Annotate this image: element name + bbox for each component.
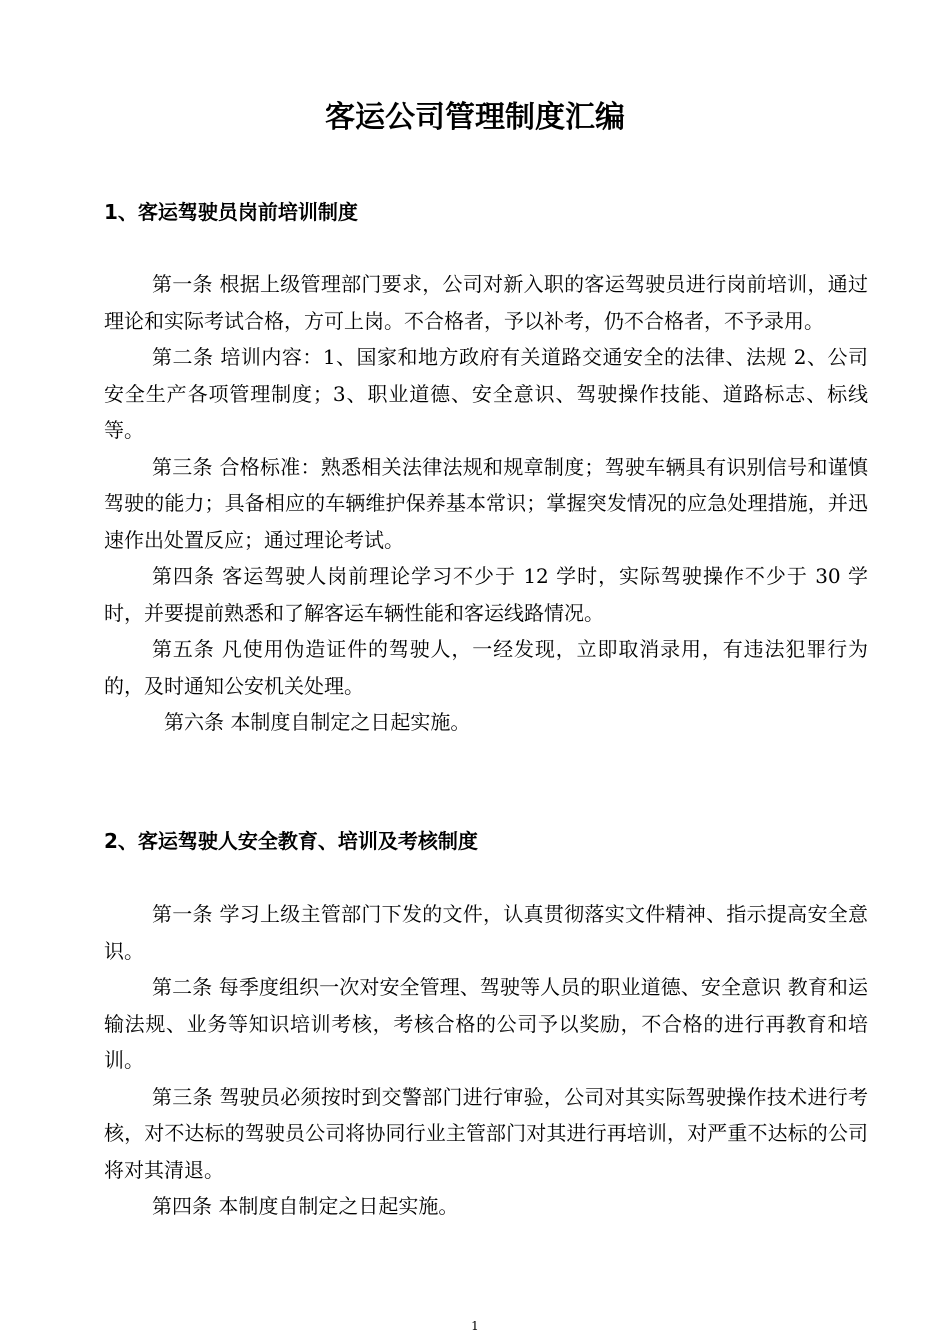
article-paragraph: 第三条 合格标准：熟悉相关法律法规和规章制度；驾驶车辆具有识别信号和谨慎驾驶的能力；具备相应的车辆维护保养基本常识；掌握突发情况的应急处理措施，并迅速作出处置反应；通过理论考试。 (104, 454, 868, 552)
article-paragraph: 第一条 根据上级管理部门要求，公司对新入职的客运驾驶员进行岗前培训，通过理论和实际考试合格，方可上岗。不合格者，予以补考，仍不合格者，不予录用。 (104, 272, 868, 333)
article-paragraph: 第三条 驾驶员必须按时到交警部门进行审验，公司对其实际驾驶操作技术进行考核，对不达标的驾驶员公司将协同行业主管部门对其进行再培训，对严重不达标的公司将对其清退。 (104, 1084, 868, 1182)
document-title: 客运公司管理制度汇编 (325, 100, 625, 135)
article-paragraph: 第一条 学习上级主管部门下发的文件，认真贯彻落实文件精神、指示提高安全意识。 (104, 902, 868, 963)
article-paragraph: 第四条 本制度自制定之日起实施。 (152, 1194, 459, 1218)
article-paragraph: 第四条 客运驾驶人岗前理论学习不少于 12 学时，实际驾驶操作不少于 30 学时，并要提前熟悉和了解客运车辆性能和客运线路情况。 (104, 564, 868, 625)
section-body-1 (104, 266, 868, 741)
section-body-2 (104, 896, 868, 1225)
section-heading-1: 1、客运驾驶员岗前培训制度 (104, 200, 358, 224)
article-paragraph: 第六条 本制度自制定之日起实施。 (164, 710, 471, 734)
section-heading-2: 2、客运驾驶人安全教育、培训及考核制度 (104, 829, 478, 853)
article-paragraph: 第五条 凡使用伪造证件的驾驶人，一经发现，立即取消录用，有违法犯罪行为的，及时通知公安机关处理。 (104, 637, 868, 698)
article-paragraph: 第二条 每季度组织一次对安全管理、驾驶等人员的职业道德、安全意识 教育和运输法规、业务等知识培训考核，考核合格的公司予以奖励，不合格的进行再教育和培训。 (104, 975, 868, 1072)
article-paragraph: 第二条 培训内容：1、国家和地方政府有关道路交通安全的法律、法规 2、公司安全生产各项管理制度；3、职业道德、安全意识、驾驶操作技能、道路标志、标线等。 (104, 345, 868, 442)
page-number: 1 (471, 1319, 479, 1333)
